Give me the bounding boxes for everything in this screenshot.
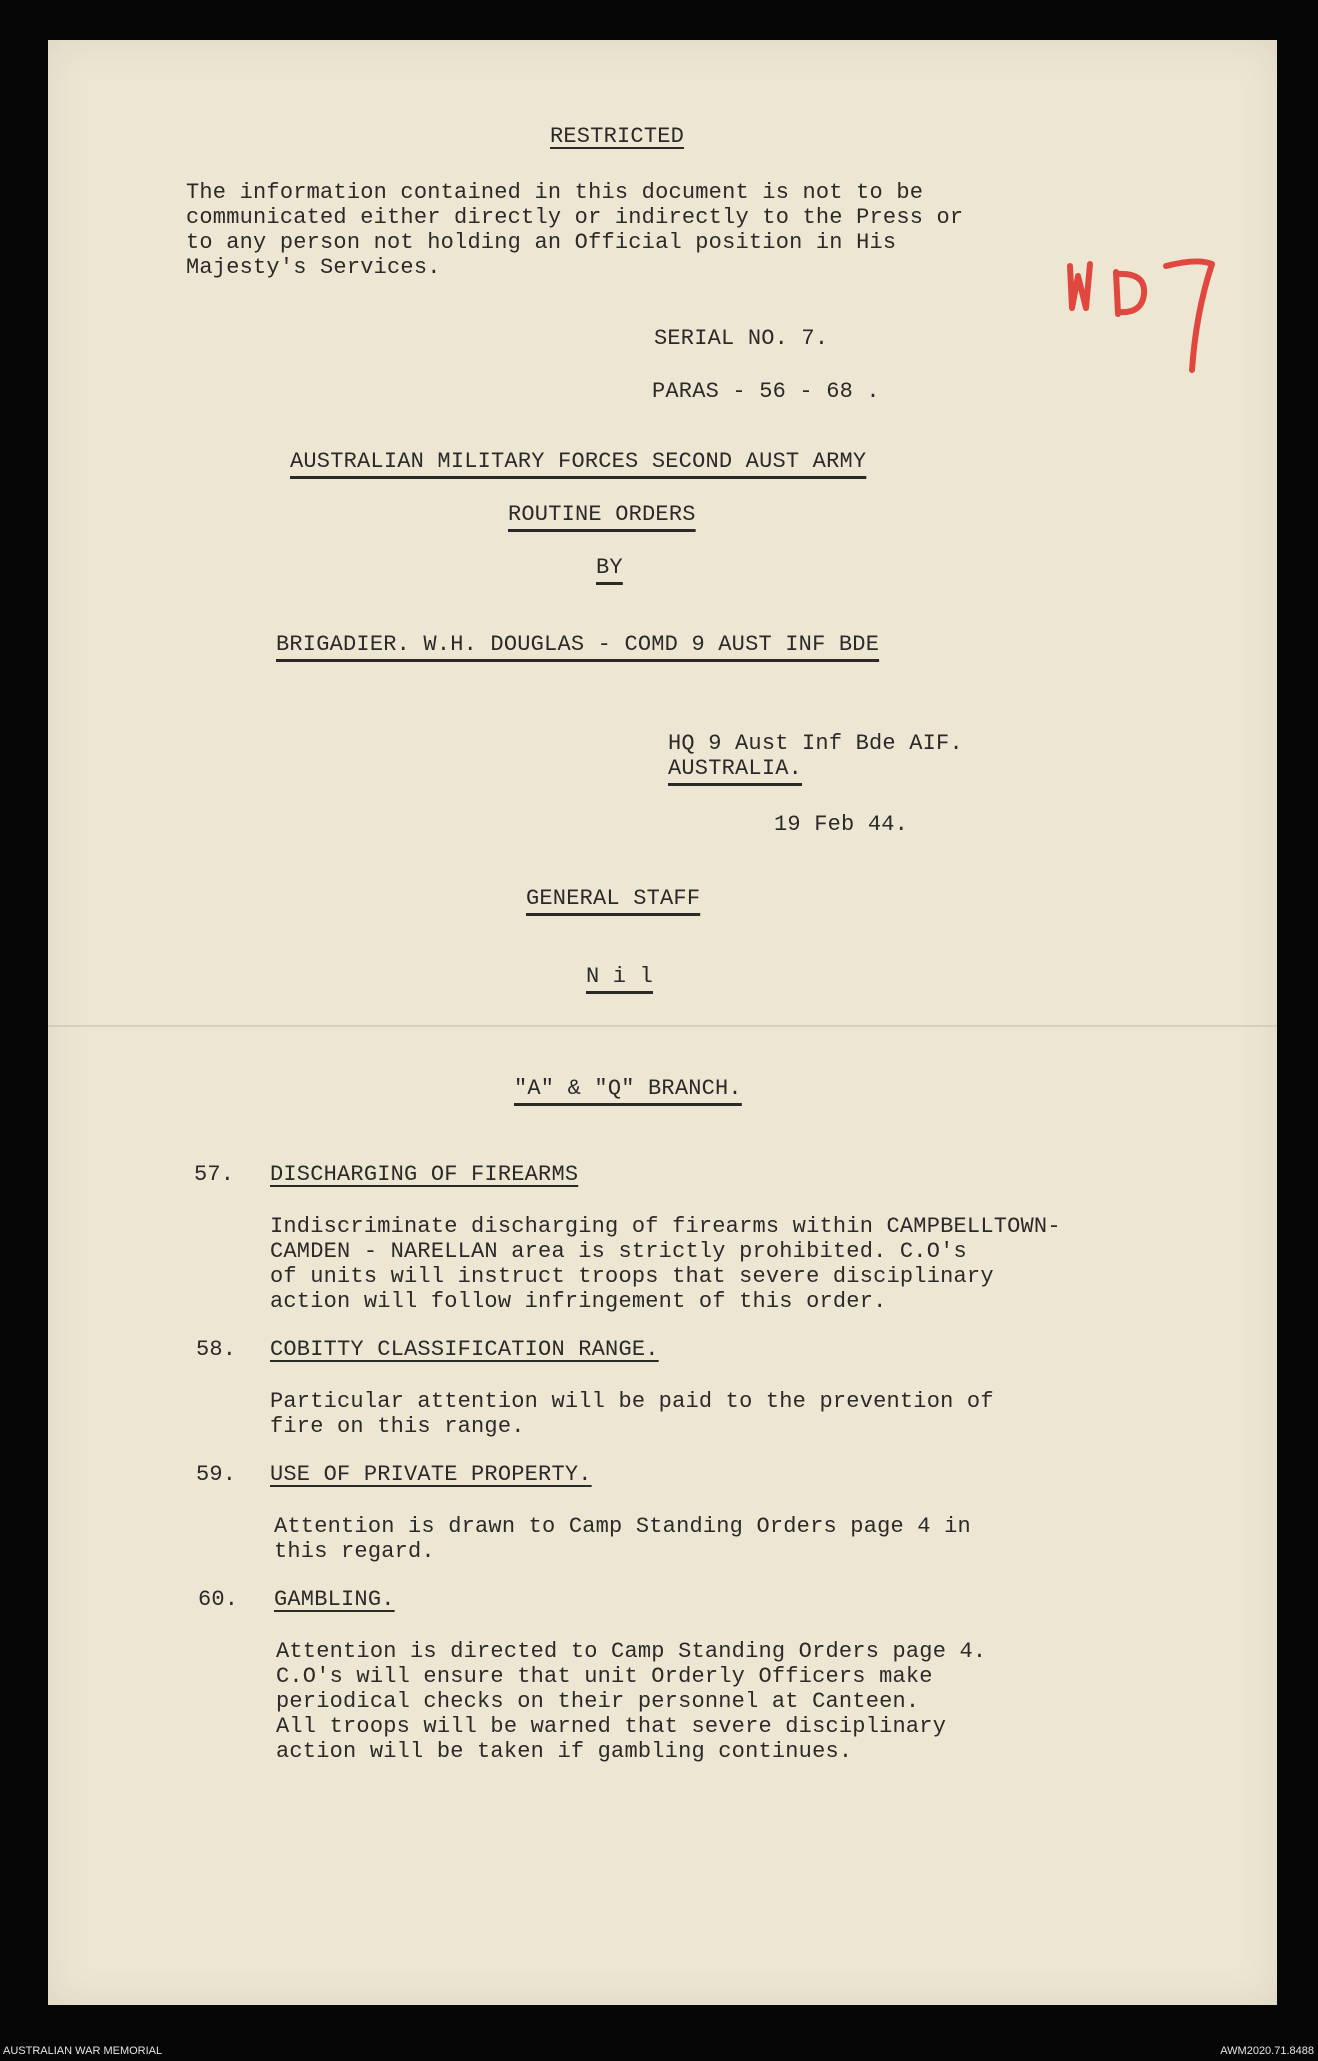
para-60-line-2: C.O's will ensure that unit Orderly Officers make — [276, 1664, 933, 1689]
para-58-number: 58. — [196, 1337, 237, 1362]
heading-by: BY — [596, 555, 623, 580]
para-60-title: GAMBLING. — [274, 1587, 395, 1612]
document-date: 19 Feb 44. — [774, 812, 909, 837]
para-57-number: 57. — [194, 1162, 235, 1187]
para-59-number: 59. — [196, 1462, 237, 1487]
general-staff-nil: N i l — [586, 964, 654, 989]
paper-sheet — [48, 40, 1277, 2005]
para-57-line-3: of units will instruct troops that severe disciplinary — [270, 1264, 994, 1289]
handwritten-wd7-mark — [1064, 252, 1224, 378]
classification-heading: RESTRICTED — [550, 124, 685, 149]
para-60-line-5: action will be taken if gambling continues. — [276, 1739, 853, 1764]
heading-forces: AUSTRALIAN MILITARY FORCES SECOND AUST ARMY — [290, 449, 867, 474]
para-59-title: USE OF PRIVATE PROPERTY. — [270, 1462, 592, 1487]
paras-range: PARAS - 56 - 68 . — [652, 379, 880, 404]
para-59-line-1: Attention is drawn to Camp Standing Orders page 4 in — [274, 1514, 971, 1539]
notice-line-4: Majesty's Services. — [186, 255, 441, 280]
notice-line-3: to any person not holding an Official position in His — [186, 230, 897, 255]
para-57-line-2: CAMDEN - NARELLAN area is strictly prohibited. C.O's — [270, 1239, 967, 1264]
para-57-line-1: Indiscriminate discharging of firearms within CAMPBELLTOWN- — [270, 1214, 1061, 1239]
para-57-title: DISCHARGING OF FIREARMS — [270, 1162, 579, 1187]
footer-institution: AUSTRALIAN WAR MEMORIAL — [3, 2045, 163, 2057]
commander-line: BRIGADIER. W.H. DOUGLAS - COMD 9 AUST INF BDE — [276, 632, 880, 657]
para-59-line-2: this regard. — [274, 1539, 435, 1564]
para-58-title: COBITTY CLASSIFICATION RANGE. — [270, 1337, 659, 1362]
section-general-staff: GENERAL STAFF — [526, 886, 701, 911]
hq-line-1: HQ 9 Aust Inf Bde AIF. — [668, 731, 963, 756]
para-60-number: 60. — [198, 1587, 239, 1612]
para-58-line-1: Particular attention will be paid to the prevention of — [270, 1389, 994, 1414]
para-60-line-3: periodical checks on their personnel at Canteen. — [276, 1689, 920, 1714]
notice-line-1: The information contained in this document is not to be — [186, 180, 924, 205]
notice-line-2: communicated either directly or indirectly to the Press or — [186, 205, 964, 230]
fold-line — [48, 1025, 1277, 1027]
para-58-line-2: fire on this range. — [270, 1414, 525, 1439]
footer-accession-number: AWM2020.71.8488 — [1220, 2045, 1314, 2057]
section-a-q-branch: "A" & "Q" BRANCH. — [514, 1076, 742, 1101]
para-60-line-1: Attention is directed to Camp Standing Orders page 4. — [276, 1639, 987, 1664]
para-60-line-4: All troops will be warned that severe disciplinary — [276, 1714, 947, 1739]
para-57-line-4: action will follow infringement of this order. — [270, 1289, 887, 1314]
serial-number: SERIAL NO. 7. — [654, 326, 829, 351]
hq-line-2: AUSTRALIA. — [668, 756, 803, 781]
heading-routine-orders: ROUTINE ORDERS — [508, 502, 696, 527]
